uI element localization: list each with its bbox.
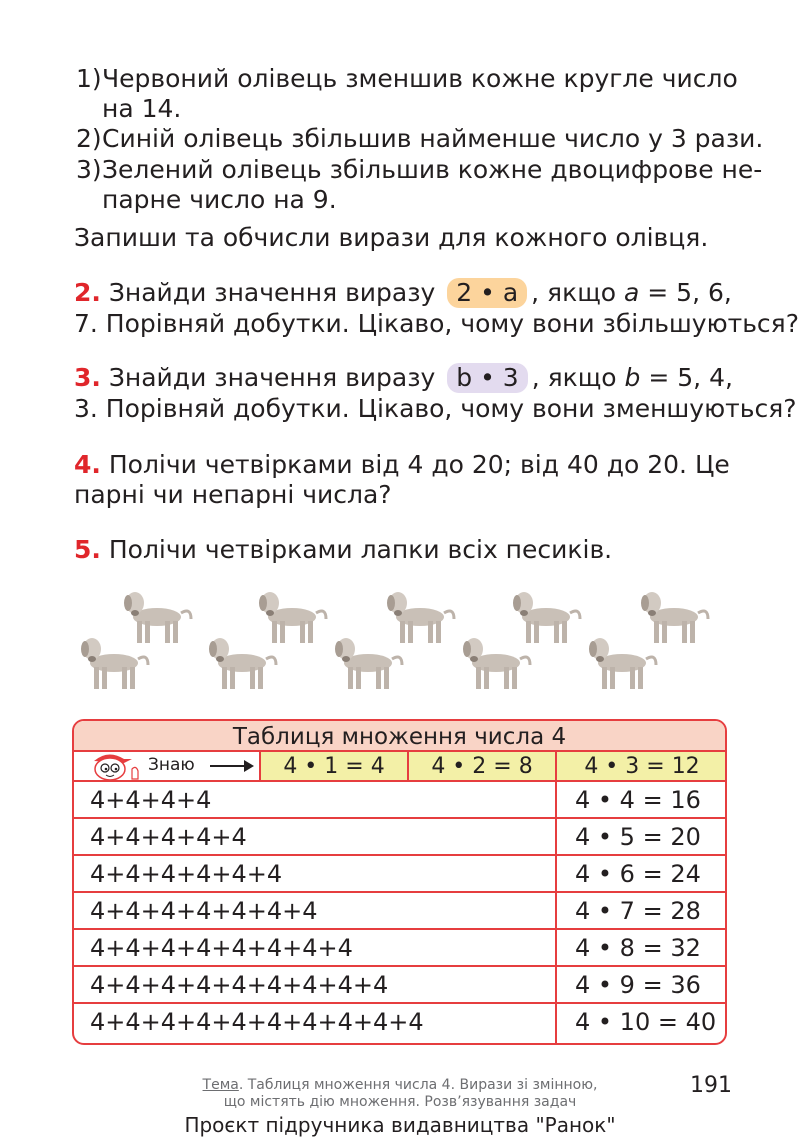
task-3-values: = 5, 4, bbox=[648, 363, 733, 392]
list-number-2: 2) bbox=[76, 124, 102, 153]
row-sum: 4+4+4+4+4+4 bbox=[90, 860, 283, 888]
list-item-1-line1: Червоний олівець зменшив кожне кругле число bbox=[102, 64, 738, 93]
task-4-text: Полічи четвірками від 4 до 20; від 40 до 20. Це bbox=[108, 450, 730, 479]
row-product: 4 • 9 = 36 bbox=[575, 971, 701, 999]
dog-3 bbox=[259, 592, 326, 643]
row-product: 4 • 10 = 40 bbox=[575, 1008, 717, 1036]
table-title: Таблиця множення числа 4 bbox=[74, 721, 725, 751]
row-sum: 4+4+4+4+4+4+4+4 bbox=[90, 934, 353, 962]
page-number: 191 bbox=[690, 1073, 732, 1098]
task-2-expression-text: 2 • а bbox=[456, 278, 519, 307]
dogs-illustration bbox=[70, 573, 720, 698]
dog-6 bbox=[335, 638, 402, 689]
footer-topic-text: . Таблиця множення числа 4. Вирази зі змінною, bbox=[238, 1077, 598, 1093]
task-3-condition: , якщо bbox=[531, 363, 617, 392]
row-product: 4 • 8 = 32 bbox=[575, 934, 701, 962]
dog-4 bbox=[209, 638, 276, 689]
dog-8 bbox=[463, 638, 530, 689]
footer-topic-label: Тема bbox=[202, 1077, 239, 1093]
dog-5 bbox=[387, 592, 454, 643]
dog-9 bbox=[641, 592, 708, 643]
list-item-3-line2: парне число на 9. bbox=[102, 185, 337, 214]
task-2-values: = 5, 6, bbox=[647, 278, 732, 307]
list-item-1-line2: на 14. bbox=[102, 94, 182, 123]
row-sum: 4+4+4+4+4+4+4+4+4 bbox=[90, 971, 389, 999]
instruction-text: Запиши та обчисли вирази для кожного олівця. bbox=[74, 223, 709, 252]
publisher-line: Проєкт підручника видавництва "Ранок" bbox=[184, 1113, 616, 1137]
row-sum: 4+4+4+4+4+4+4 bbox=[90, 897, 318, 925]
task-3-text: Знайди значення виразу bbox=[108, 363, 436, 392]
dog-10 bbox=[589, 638, 656, 689]
row-sum: 4+4+4+4+4+4+4+4+4+4 bbox=[90, 1008, 424, 1036]
list-number-1: 1) bbox=[76, 64, 102, 93]
task-2-number: 2. bbox=[74, 278, 101, 307]
row-product: 4 • 6 = 24 bbox=[575, 860, 701, 888]
task-3-expression bbox=[447, 363, 527, 393]
task-2-line2: 7. Порівняй добутки. Цікаво, чому вони збільшуються? bbox=[74, 309, 799, 338]
list-item-3-line1: Зелений олівець збільшив кожне двоцифрове не- bbox=[102, 155, 763, 184]
task-3-line2: 3. Порівняй добутки. Цікаво, чому вони зменшуються? bbox=[74, 394, 797, 423]
task-4-line1 bbox=[74, 449, 730, 480]
header-result: 4 • 3 = 12 bbox=[584, 754, 700, 779]
row-product: 4 • 5 = 20 bbox=[575, 823, 701, 851]
dog-7 bbox=[513, 592, 580, 643]
dog-1 bbox=[124, 592, 191, 643]
dog-2 bbox=[81, 638, 148, 689]
task-4-line2: парні чи непарні числа? bbox=[74, 480, 392, 509]
row-product: 4 • 4 = 16 bbox=[575, 786, 701, 814]
task-4-number: 4. bbox=[74, 450, 101, 479]
task-5-number: 5. bbox=[74, 535, 101, 564]
task-5-text: Полічи четвірками лапки всіх песиків. bbox=[108, 535, 613, 564]
task-2-line1 bbox=[74, 277, 732, 308]
task-2-text: Знайди значення виразу bbox=[108, 278, 436, 307]
footer-topic-line1 bbox=[150, 1077, 650, 1094]
task-3-variable: b bbox=[624, 363, 641, 392]
list-number-3: 3) bbox=[76, 155, 102, 184]
task-5-line bbox=[74, 534, 612, 565]
know-label: Знаю bbox=[148, 755, 195, 775]
table-divider bbox=[555, 750, 557, 1045]
task-2-condition: , якщо bbox=[531, 278, 617, 307]
list-item-2-line1: Синій олівець збільшив найменше число у 3 рази. bbox=[102, 124, 764, 153]
task-3-line1 bbox=[74, 362, 733, 393]
multiplication-table bbox=[72, 719, 727, 1045]
boy-icon bbox=[88, 751, 146, 781]
row-sum: 4+4+4+4+4 bbox=[90, 823, 247, 851]
task-3-number: 3. bbox=[74, 363, 101, 392]
arrow-right-icon bbox=[210, 765, 252, 767]
footer-topic-line2: що містять дію множення. Розв’язування задач bbox=[223, 1094, 577, 1110]
task-2-expression bbox=[447, 278, 527, 308]
known-fact-1: 4 • 1 = 4 bbox=[283, 754, 385, 779]
row-product: 4 • 7 = 28 bbox=[575, 897, 701, 925]
task-3-expression-text: b • 3 bbox=[456, 363, 519, 392]
row-sum: 4+4+4+4 bbox=[90, 786, 212, 814]
known-fact-2: 4 • 2 = 8 bbox=[431, 754, 533, 779]
task-2-variable: а bbox=[624, 278, 640, 307]
